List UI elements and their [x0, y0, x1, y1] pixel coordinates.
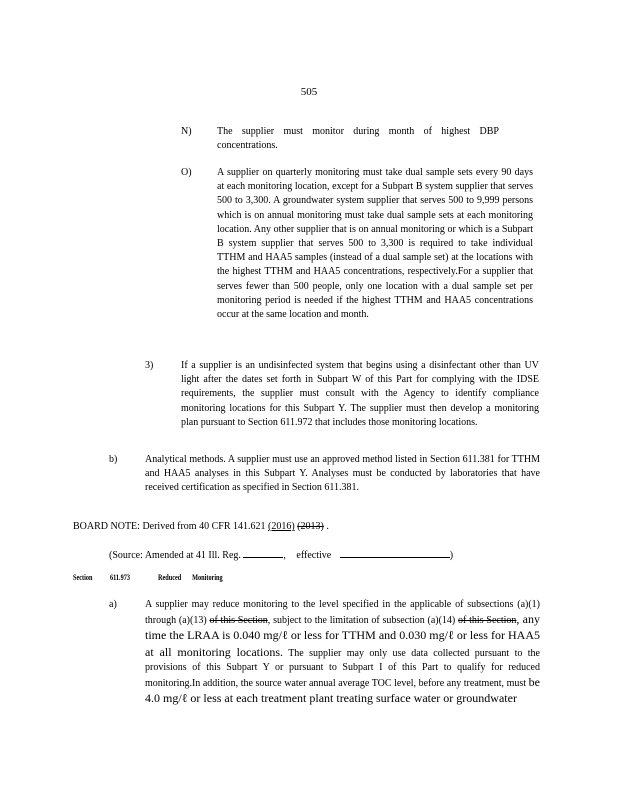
item-a-text — [145, 598, 540, 707]
source-comma: , — [283, 550, 286, 561]
item-a-part1: A supplier may reduce monitoring to the level specified in the applicable of subsections (a)(1) through (a)(13) — [145, 599, 540, 627]
item-b-text: Analytical methods. A supplier must use an approved method listed in Section 611.381 for TTHM and HAA5 analyses in this Subpart Y. Analyses must be conducted by laboratories that have received certification as specified in Section 611.381. — [145, 454, 540, 494]
source-line — [109, 547, 549, 563]
item-a-bold1: , any time the LRAA is 0.040 mg/ℓ or less for TTHM and 0.030 mg/ℓ or less for HAA5 at all monitoring locations. — [145, 612, 540, 659]
item-a-bold2: be 4.0 mg/ℓ or less at each treatment plant treating surface water or groundwater — [145, 675, 540, 706]
source-effective: effective — [296, 550, 332, 561]
item-b-label: b) — [109, 454, 118, 465]
board-note-old-year: (2013) — [297, 521, 324, 532]
item-n-label: N) — [181, 126, 192, 137]
board-note — [73, 520, 543, 534]
source-text: (Source: Amended at 41 Ill. Reg. — [109, 550, 241, 561]
item-a-strike1: of this Section — [209, 615, 268, 627]
effective-date-blank — [340, 547, 450, 558]
item-a-strike2: of this Section — [458, 615, 517, 627]
register-page-blank — [243, 547, 283, 558]
page-number: 505 — [300, 86, 318, 98]
item-n-text: The supplier must monitor during month of highest DBP concentrations. — [217, 126, 499, 152]
board-note-end: . — [326, 521, 329, 532]
board-note-new-year: (2016) — [268, 521, 295, 532]
item-a-part2: , subject to the limitation of subsection (a)(14) — [267, 615, 456, 627]
item-o-label: O) — [181, 167, 192, 178]
board-note-text: BOARD NOTE: Derived from 40 CFR 141.621 — [73, 521, 266, 532]
item-3-text: If a supplier is an undisinfected system that begins using a disinfectant other than UV light after the dates set forth in Subpart W of this Part for complying with the IDSE requirements, the supplier must consult with the Agency to identify compliance monitoring locations for this Subpart Y. The supplier must then develop a monitoring plan pursuant to Section 611.972 that includes those monitoring locations. — [181, 360, 539, 428]
section-title: Reduced Monitoring — [158, 573, 223, 582]
item-a-label: a) — [109, 599, 117, 610]
item-o-text: A supplier on quarterly monitoring must take dual sample sets every 90 days at each monitoring location, except for a Subpart B system supplier that serves 500 to 3,300. A groundwater system supplier that serves 500 to 9,999 persons which is on annual monitoring must take dual sample sets at each monitoring location. Any other supplier that is on annual monitoring or which is a Subpart B system supplier that serves 500 to 3,300 is required to take individual TTHM and HAA5 samples (instead of a dual sample set) at the locations with the highest TTHM and HAA5 concentrations, respectively.For a supplier that serves fewer than 500 people, only one location with a dual sample set per monitoring period is needed if the highest TTHM and HAA5 concentrations occur at the same location and month. — [217, 167, 533, 321]
section-number: 611.973 — [110, 573, 130, 582]
item-a-part3: The supplier may only use data collected pursuant to the provisions of this Subpart Y or pursuant to Subpart I of this Part to qualify for reduced monitoring.In addition, the source water annual average TOC level, before any treatment, must — [145, 647, 540, 690]
section-word: Section — [73, 573, 93, 582]
item-3-label: 3) — [145, 360, 154, 371]
source-close: ) — [449, 550, 454, 561]
